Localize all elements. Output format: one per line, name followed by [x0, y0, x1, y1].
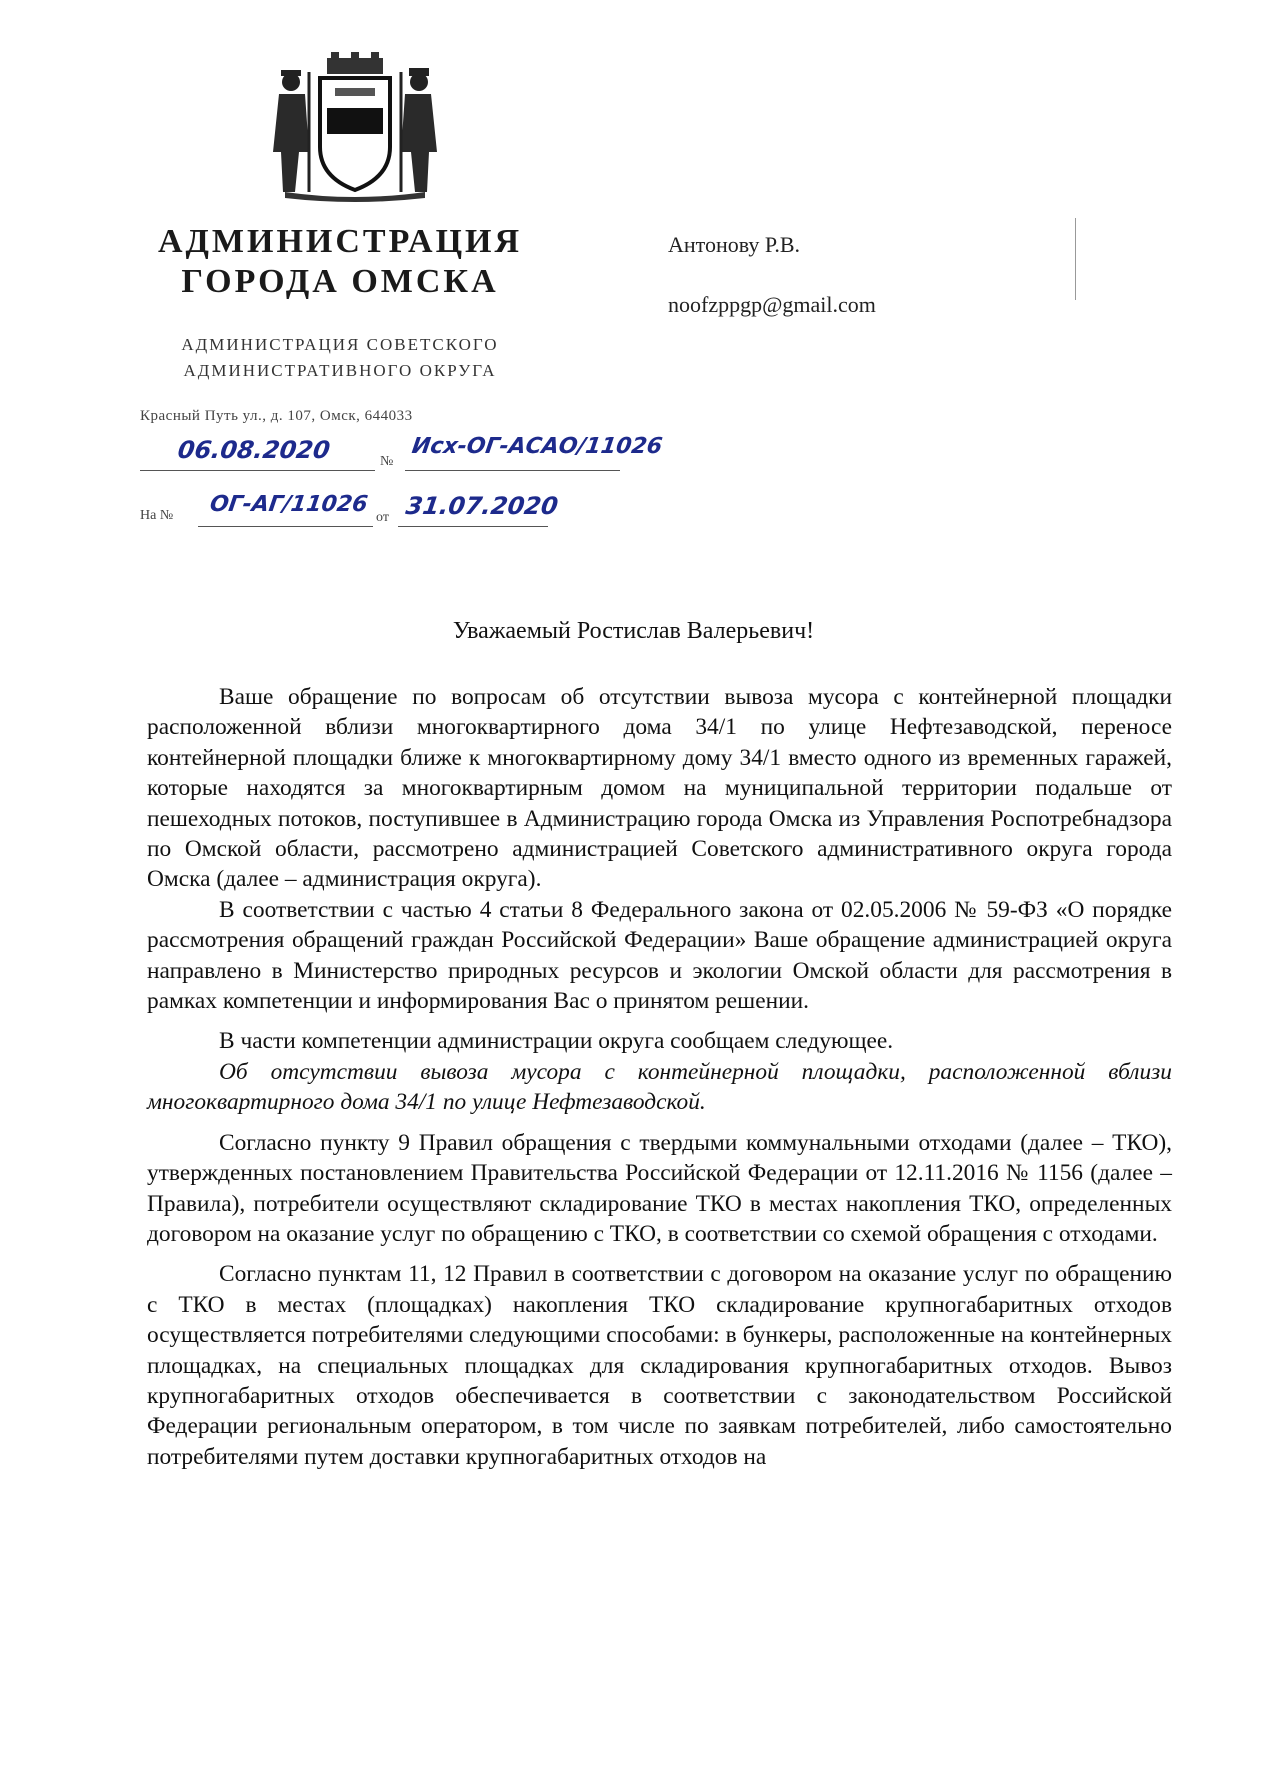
coat-of-arms-emblem [265, 52, 445, 202]
reply-number-label: На № [140, 508, 174, 523]
addressee-email: noofzppgp@gmail.com [668, 292, 876, 317]
greeting: Уважаемый Ростислав Валерьевич! [452, 618, 815, 644]
paragraph-italic-heading: Об отсутствии вывоза мусора с контейнерной площадки, расположенной вблизи многоквартирного дома 34/1 по улице Нефтезаводской. [147, 1058, 1172, 1116]
registration-number: Исх-ОГ-АСАО/11026 [410, 434, 664, 459]
paragraph: Ваше обращение по вопросам об отсутствии вывоза мусора с контейнерной площадки расположенной вблизи многоквартирного дома 34/1 по улице Нефтезаводской, переносе контейнерной площадки ближе к многоквартирному дому 34/1 вместо одного из временных гаражей, которые находятся за многоквартирным домом на муниципальной территории подальше от пешеходных потоков, поступившее в Администрацию города Омска из Управления Роспотребнадзора по Омской области, рассмотрено администрацией Советского административного округа города Омска (далее – администрация округа). [147, 684, 1172, 893]
addressee-name: Антонову Р.В. [668, 232, 801, 257]
reply-date: 31.07.2020 [404, 492, 560, 520]
registration-date-underline [140, 470, 375, 471]
reply-date-underline [398, 526, 548, 527]
scan-edge-mark [1075, 218, 1076, 300]
paragraph: Согласно пункту 9 Правил обращения с твердыми коммунальными отходами (далее – ТКО), утвержденных постановлением Правительства Российской Федерации от 12.11.2016 № 1156 (далее – Правила), потребители осуществляют складирование ТКО в местах накопления ТКО, определенных договором на оказание услуг по обращению с ТКО, в соответствии со схемой обращения с отходами. [147, 1129, 1172, 1247]
paragraph: В соответствии с частью 4 статьи 8 Федерального закона от 02.05.2006 № 59-ФЗ «О порядке рассмотрения обращений граждан Российской Федерации» Ваше обращение администрацией округа направлено в Министерство природных ресурсов и экологии Омской области для рассмотрения в рамках компетенции и информирования Вас о принятом решении. [147, 896, 1172, 1015]
organization-title [140, 222, 540, 302]
paragraph: Согласно пунктам 11, 12 Правил в соответствии с договором на оказание услуг по обращению с ТКО в местах (площадках) накопления ТКО складирование крупногабаритных отходов осуществляется потребителями следующими способами: в бункеры, расположенные на контейнерных площадках, на специальных площадках для складирования крупногабаритных отходов. Вывоз крупногабаритных отходов обеспечивается в соответствии с законодательством Российской Федерации региональным оператором, в том числе по заявкам потребителей, либо самостоятельно потребителями путем доставки крупногабаритных отходов на [147, 1261, 1172, 1470]
paragraph: В части компетенции администрации округа сообщаем следующее. [219, 1028, 894, 1055]
org-sub-line-1: АДМИНИСТРАЦИЯ СОВЕТСКОГО [181, 335, 499, 354]
org-title-line-2: ГОРОДА ОМСКА [181, 263, 499, 300]
registration-number-label: № [380, 454, 394, 469]
org-title-line-1: АДМИНИСТРАЦИЯ [157, 223, 523, 260]
reply-number: ОГ-АГ/11026 [208, 492, 370, 517]
org-sub-line-2: АДМИНИСТРАТИВНОГО ОКРУГА [183, 361, 497, 380]
reply-number-underline [198, 526, 373, 527]
registration-date: 06.08.2020 [176, 436, 332, 464]
letter-body [147, 682, 1172, 1472]
reply-from-label: от [376, 510, 389, 525]
organization-subtitle [140, 332, 540, 384]
organization-address: Красный Путь ул., д. 107, Омск, 644033 [140, 408, 413, 424]
registration-number-underline [405, 470, 620, 471]
